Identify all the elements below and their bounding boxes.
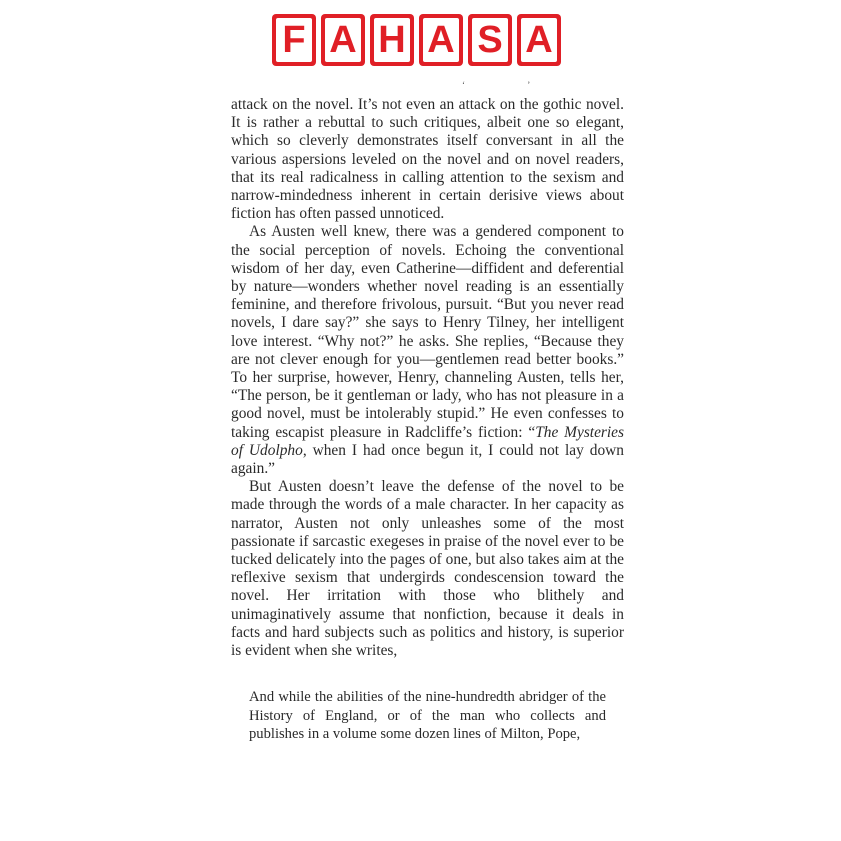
- logo-tile: [272, 14, 316, 66]
- logo-letter: A: [325, 18, 361, 62]
- logo-tile: [517, 14, 561, 66]
- logo-letter: S: [472, 18, 508, 62]
- logo-letter: H: [374, 18, 410, 62]
- logo-letter: A: [521, 18, 557, 62]
- paragraph-2-text-start: As Austen well knew, there was a gendered component to the social perception of novels. Echoing the conventional wisdom of her day, even Catherine—diffident and deferential by nature—wonders whether novel reading is an essentially feminine, and therefore frivolous, pursuit. “But you never read novels, I dare say?” she says to Henry Tilney, her intelligent love interest. “Why not?” he asks. She replies, “Because they are not clever enough for you—gentlemen read better books.” To her surprise, however, Henry, channeling Austen, tells her, “The person, be it gentleman or lady, who has not pleasure in a good novel, must be intolerably stupid.” He even confesses to taking escapist pleasure in Radcliffe’s fiction: “: [231, 223, 624, 441]
- page-body: [231, 96, 624, 660]
- fahasa-logo: [272, 14, 561, 66]
- logo-tile: [468, 14, 512, 66]
- logo-tile: [419, 14, 463, 66]
- block-quote: [249, 688, 606, 744]
- logo-tile: [370, 14, 414, 66]
- block-quote-text: And while the abilities of the nine-hundredth abridger of the History of England, or of the man who collects and publishes in a volume some dozen lines of Milton, Pope,: [249, 689, 606, 742]
- crop-marks: ‘ ’: [462, 80, 561, 90]
- paragraph-2: [231, 223, 624, 478]
- book-title-italic: The Mysteries of Udolpho: [231, 423, 624, 459]
- logo-letter: A: [423, 18, 459, 62]
- paragraph-3: But Austen doesn’t leave the defense of the novel to be made through the words of a male character. In her capacity as narrator, Austen not only unleashes some of the most passionate if sarcastic exegeses in praise of the novel ever to be tucked delicately into the pages of one, but also takes aim at the reflexive sexism that undergirds condescension toward the novel. Her irritation with those who blithely and unimaginatively assume that nonfiction, because it deals in facts and hard subjects such as politics and history, is superior is evident when she writes,: [231, 478, 624, 660]
- paragraph-1: attack on the novel. It’s not even an attack on the gothic novel. It is rather a rebuttal to such critiques, albeit one so elegant, which so cleverly demonstrates itself conversant in all the various aspersions leveled on the novel and on novel readers, that its real radicalness in calling attention to the sexism and narrow-mindedness inherent in certain derisive views about fiction has often passed unnoticed.: [231, 96, 624, 223]
- logo-tile: [321, 14, 365, 66]
- paragraph-2-text-end: , when I had once begun it, I could not lay down again.”: [231, 441, 624, 478]
- logo-letter: F: [276, 18, 312, 62]
